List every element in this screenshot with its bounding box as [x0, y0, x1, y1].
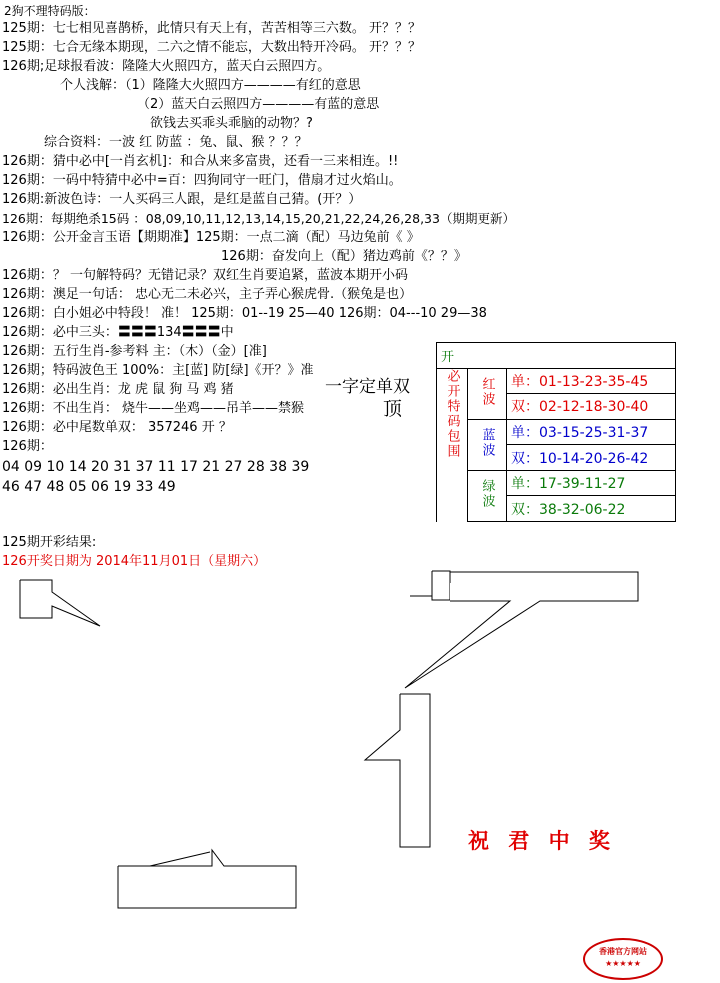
line-15: 126期：澳足一句话： 忠心无二未必兴，主子弄心猴虎骨.（猴兔是也）: [2, 287, 413, 302]
line-3: 126期;足球报看波：隆隆大火照四方，蓝天白云照四方。: [2, 59, 331, 74]
line-8: 126期：猜中必中[一肖玄机]：和合从来多富贵，还看一三来相连。!!: [2, 154, 399, 169]
blue-double-row: 双：10-14-20-26-42: [507, 445, 676, 471]
red-double-row: 双：02-12-18-30-40: [507, 394, 676, 420]
line-20: 126期：必出生肖：龙 虎 鼠 狗 马 鸡 猪: [2, 382, 234, 397]
number-row-1: 04 09 10 14 20 31 37 11 17 21 27 28 38 39: [2, 459, 310, 475]
line-7: 综合资料：一波 红 防蓝 ：兔、鼠、猴 ？？？: [44, 135, 308, 150]
page-header: 2狗不理特码版：: [4, 4, 96, 18]
number-row-2: 46 47 48 05 06 19 33 49: [2, 479, 176, 495]
left-callout-shape: [20, 580, 100, 626]
line-16: 126期：白小姐必中特段！ 准！ 125期：01--19 25—40 126期：04---10 29—38: [2, 306, 487, 321]
line-21: 126期：不出生肖： 烧牛——坐鸡——吊羊——禁猴: [2, 401, 304, 416]
number-one-shape: [365, 694, 430, 847]
line-4: 个人浅解：（1）隆隆大火照四方————有红的意思: [60, 78, 361, 93]
green-wave-label: 绿波: [468, 470, 507, 521]
single-double-label: 一字定单双: [325, 377, 410, 397]
stamp-logo: 香港官方网站 ★★★★★: [583, 938, 663, 980]
blue-wave-label: 蓝波: [468, 419, 507, 470]
line-19: 126期；特码波色王 100%：主[蓝] 防[绿]《开？》准: [2, 363, 314, 378]
line-13: 126期：奋发向上（配）猪边鸡前《？？》: [221, 249, 467, 264]
blessing-text: 祝 君 中 奖: [468, 829, 616, 853]
green-single-row: 单：17-39-11-27: [507, 470, 676, 496]
blue-single-row: 单：03-15-25-31-37: [507, 419, 676, 445]
line-11: 126期：每期绝杀15码 ：08,09,10,11,12,13,14,15,20,21,22,24,26,28,33（期期更新）: [2, 211, 515, 226]
result-title: 125期开彩结果:: [2, 535, 97, 550]
bottom-callout-tail: [150, 852, 210, 866]
line-18: 126期：五行生肖-参考料 主：（木）（金）[准]: [2, 344, 267, 359]
red-wave-label: 红波: [468, 368, 507, 419]
green-double-row: 双：38-32-06-22: [507, 496, 676, 522]
line-5: （2）蓝天白云照四方————有蓝的意思: [137, 97, 380, 112]
red-single-row: 单：01-13-23-35-45: [507, 368, 676, 394]
small-callout-box: [432, 571, 450, 600]
open-label: 开: [437, 343, 676, 369]
single-double-top: 顶: [383, 398, 403, 420]
line-6: 欲钱去买乖头乖脑的动物？?: [150, 116, 313, 131]
line-17: 126期：必中三头：〓〓〓134〓〓〓中: [2, 325, 234, 340]
line-2: 125期：七合无缘本期现，二六之情不能忘，大数出特开冷码。 开？？？: [2, 40, 421, 55]
line-1: 125期：七七相见喜鹊桥，此情只有天上有，苦苦相等三六数。 开？？？: [2, 21, 421, 36]
wave-side-title: 必开特码包围: [437, 368, 468, 521]
line-14: 126期：？ 一句解特码？无错记录？双红生肖要追紧，蓝波本期开小码: [2, 268, 408, 283]
draw-date: 126开奖日期为 2014年11月01日（星期六）: [2, 554, 267, 569]
line-10: 126期:新波色诗：一人买码三人跟，是红是蓝自己猜。(开？）: [2, 192, 362, 207]
line-9: 126期：一码中特猜中必中=百：四狗同守一旺门，借扇才过火焰山。: [2, 173, 402, 188]
line-22: 126期：必中尾数单双： 357246 开 ？: [2, 420, 232, 435]
line-12: 126期：公开金言玉语【期期准】125期：一点二滴（配）马边兔前《 》: [2, 230, 420, 245]
line-23: 126期：: [2, 439, 53, 454]
bottom-callout-shape: [118, 850, 296, 908]
